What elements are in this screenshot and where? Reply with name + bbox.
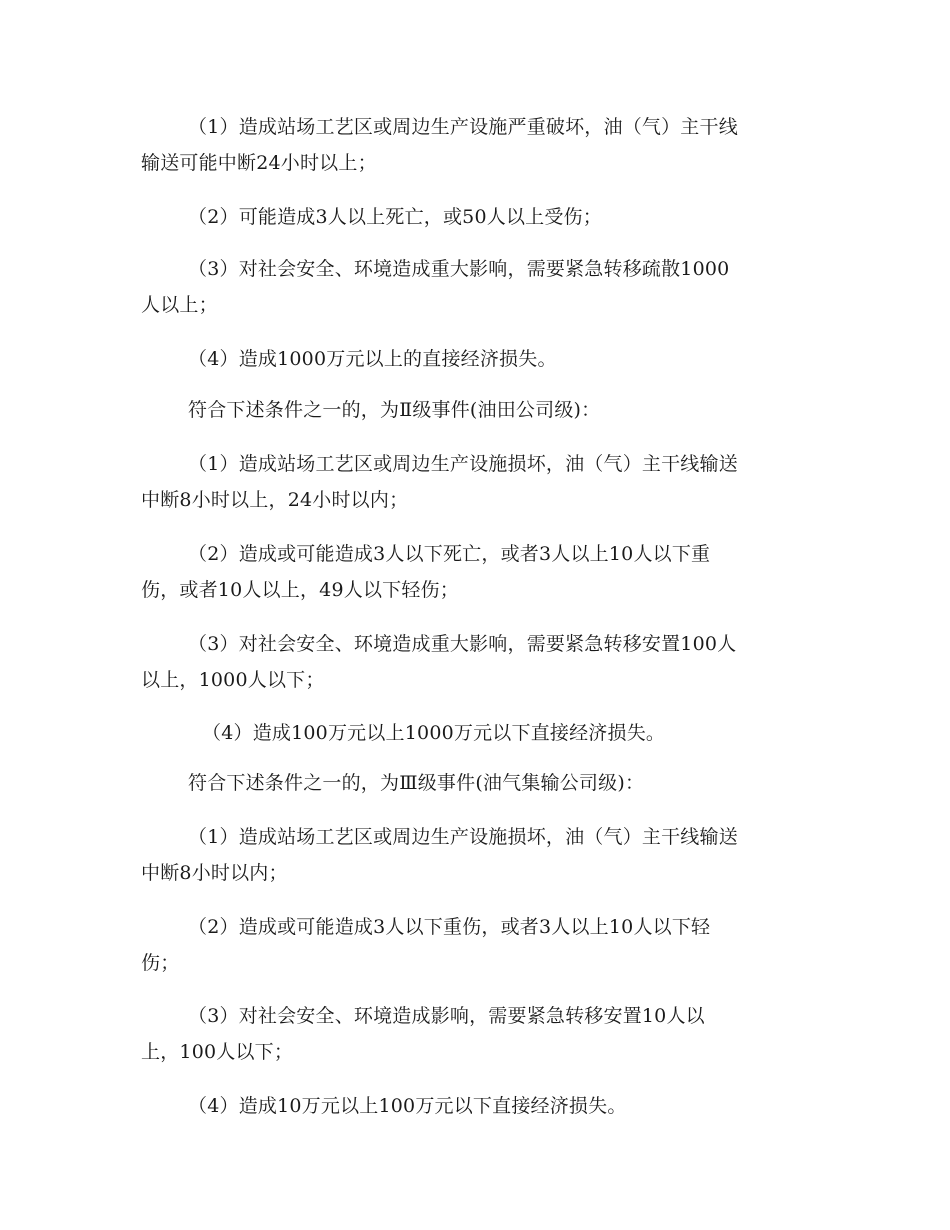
paragraph-line: 符合下述条件之一的，为Ⅱ级事件(油田公司级)： <box>188 399 601 421</box>
paragraph-line: （2）造成或可能造成3人以下死亡，或者3人以上10人以下重 <box>188 543 711 565</box>
paragraph-line: （3）对社会安全、环境造成影响，需要紧急转移安置10人以 <box>188 1005 705 1027</box>
paragraph-line: 人以上； <box>141 294 218 316</box>
paragraph-line: （2）造成或可能造成3人以下重伤，或者3人以上10人以下轻 <box>188 916 711 938</box>
paragraph-line: 中断8小时以上，24小时以内； <box>141 489 409 511</box>
paragraph-line: （1）造成站场工艺区或周边生产设施损坏，油（气）主干线输送 <box>188 453 738 475</box>
paragraph-line: （1）造成站场工艺区或周边生产设施严重破坏，油（气）主干线 <box>188 116 738 138</box>
paragraph-line: 符合下述条件之一的，为Ⅲ级事件(油气集输公司级)： <box>188 772 645 794</box>
paragraph-line: （4）造成1000万元以上的直接经济损失。 <box>188 348 557 370</box>
paragraph-line: 上，100人以下； <box>141 1041 294 1063</box>
paragraph-line: （3）对社会安全、环境造成重大影响，需要紧急转移疏散1000 <box>188 258 730 280</box>
paragraph-line: （2）可能造成3人以上死亡，或50人以上受伤； <box>188 206 602 228</box>
paragraph-line: （4）造成10万元以上100万元以下直接经济损失。 <box>188 1095 627 1117</box>
paragraph-line: 伤，或者10人以上，49人以下轻伤； <box>141 579 459 601</box>
paragraph-line: 中断8小时以内； <box>141 862 288 884</box>
paragraph-line: （4）造成100万元以上1000万元以下直接经济损失。 <box>202 722 666 744</box>
paragraph-line: （1）造成站场工艺区或周边生产设施损坏，油（气）主干线输送 <box>188 826 738 848</box>
paragraph-line: 以上，1000人以下； <box>141 669 325 691</box>
paragraph-line: （3）对社会安全、环境造成重大影响，需要紧急转移安置100人 <box>188 633 737 655</box>
paragraph-line: 输送可能中断24小时以上； <box>141 152 377 174</box>
paragraph-line: 伤； <box>141 952 180 974</box>
